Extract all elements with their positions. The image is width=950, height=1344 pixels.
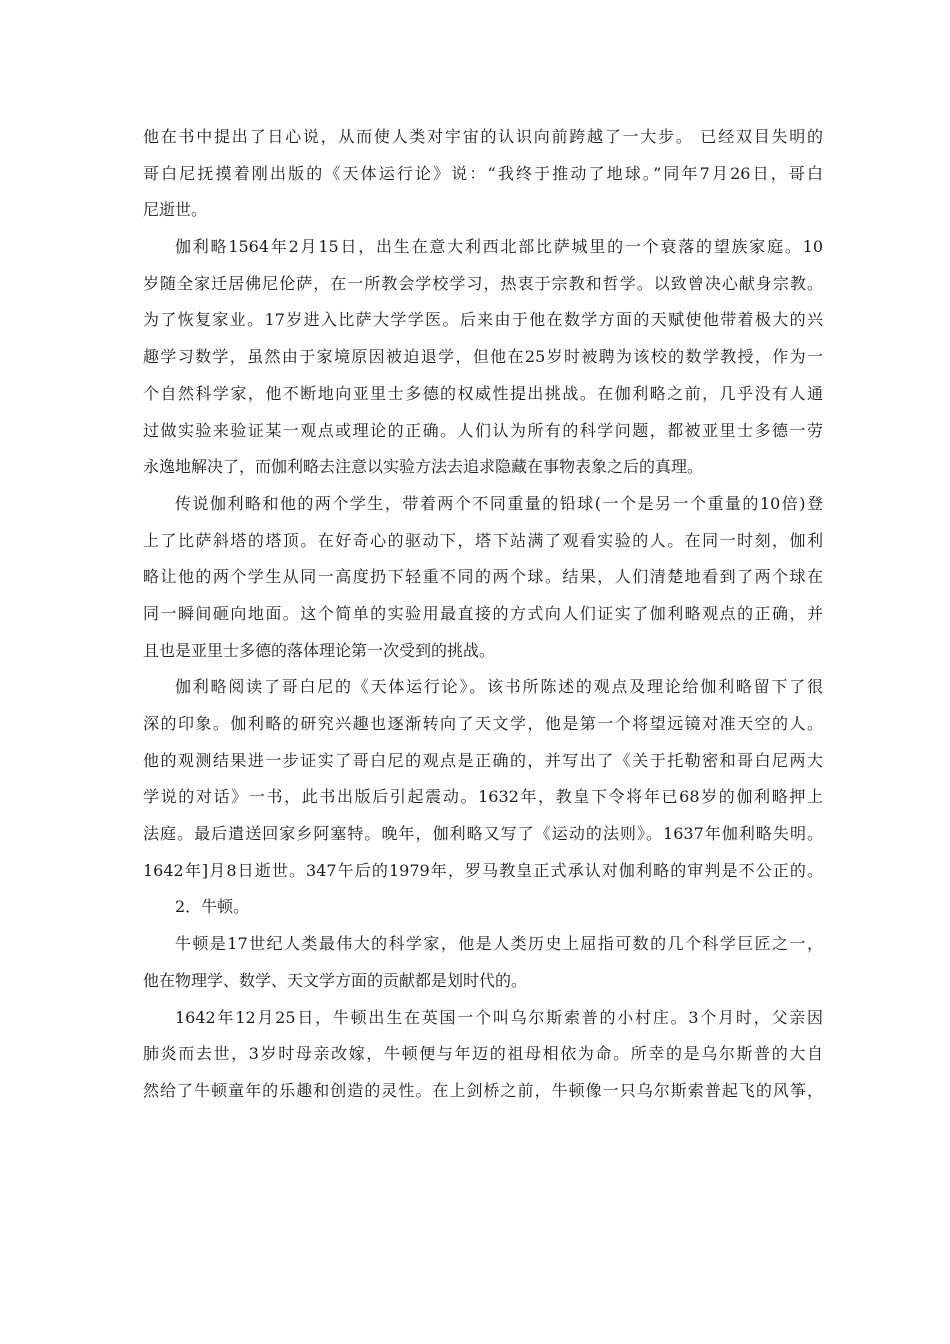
text-line: 伽利略1564年2月15日，出生在意大利西北部比萨城里的一个衰落的望族家庭。10 <box>175 237 823 257</box>
text-line: 伽利略阅读了哥白尼的《天体运行论》。该书所陈述的观点及理论给伽利略留下了很 <box>175 677 823 697</box>
text-line: 上了比萨斜塔的塔顶。在好奇心的驱动下，塔下站满了观看实验的人。在同一时刻，伽利 <box>143 530 823 550</box>
text-line: 尼逝世。 <box>143 200 208 220</box>
text-line: 肺炎而去世，3岁时母亲改嫁，牛顿便与年迈的祖母相依为命。所幸的是乌尔斯普的大自 <box>143 1044 823 1064</box>
text-line: 牛顿是17世纪人类最伟大的科学家，他是人类历史上屈指可数的几个科学巨匠之一， <box>175 934 823 954</box>
document-body <box>143 119 823 1110</box>
text-line: 然给了牛顿童年的乐趣和创造的灵性。在上剑桥之前，牛顿像一只乌尔斯索普起飞的风筝， <box>143 1080 823 1100</box>
text-line: 他在物理学、数学、天文学方面的贡献都是划时代的。 <box>143 970 528 990</box>
text-line: 同一瞬间砸向地面。这个简单的实验用最直接的方式向人们证实了伽利略观点的正确，并 <box>143 603 823 623</box>
text-line: 岁随全家迁居佛尼伦萨，在一所教会学校学习，热衷于宗教和哲学。以致曾决心献身宗教。 <box>143 273 823 293</box>
text-line: 法庭。最后遣送回家乡阿塞特。晚年，伽利略又写了《运动的法则》。1637年伽利略失明。 <box>143 824 823 844</box>
text-line: 趣学习数学，虽然由于家境原因被迫退学，但他在25岁时被聘为该校的数学教授，作为一 <box>143 347 823 367</box>
text-line: 且也是亚里士多德的落体理论第一次受到的挑战。 <box>143 640 496 660</box>
text-line: 哥白尼抚摸着刚出版的《天体运行论》说：“我终于推动了地球。”同年7月26日，哥白 <box>143 163 823 183</box>
text-line: 1642年12月25日，牛顿出生在英国一个叫乌尔斯索普的小村庄。3个月时，父亲因 <box>175 1007 823 1027</box>
text-line: 他在书中提出了日心说，从而使人类对宇宙的认识向前跨越了一大步。 已经双目失明的 <box>143 127 823 146</box>
text-line: 2．牛顿。 <box>175 897 250 917</box>
text-line: 永逸地解决了，而伽利略去注意以实验方法去追求隐藏在事物表象之后的真理。 <box>143 457 704 477</box>
text-line: 个自然科学家，他不断地向亚里士多德的权威性提出挑战。在伽利略之前，几乎没有人通 <box>143 383 823 403</box>
text-line: 他的观测结果进一步证实了哥白尼的观点是正确的，并写出了《关于托勒密和哥白尼两大 <box>143 750 823 770</box>
text-line: 传说伽利略和他的两个学生，带着两个不同重量的铅球(一个是另一个重量的10倍)登 <box>175 493 823 513</box>
text-line: 深的印象。伽利略的研究兴趣也逐渐转向了天文学，他是第一个将望远镜对准天空的人。 <box>143 714 823 733</box>
text-line: 过做实验来验证某一观点或理论的正确。人们认为所有的科学问题，都被亚里士多德一劳 <box>143 420 823 440</box>
text-line: 略让他的两个学生从同一高度扔下轻重不同的两个球。结果，人们清楚地看到了两个球在 <box>143 567 823 587</box>
text-line: 1642年]月8日逝世。347午后的1979年，罗马教皇正式承认对伽利略的审判是不公正的。 <box>143 860 823 880</box>
text-line: 学说的对话》一书，此书出版后引起震动。1632年，教皇下令将年已68岁的伽利略押上 <box>143 787 823 807</box>
text-line: 为了恢复家业。17岁进入比萨大学学医。后来由于他在数学方面的天赋使他带着极大的兴 <box>143 310 823 330</box>
